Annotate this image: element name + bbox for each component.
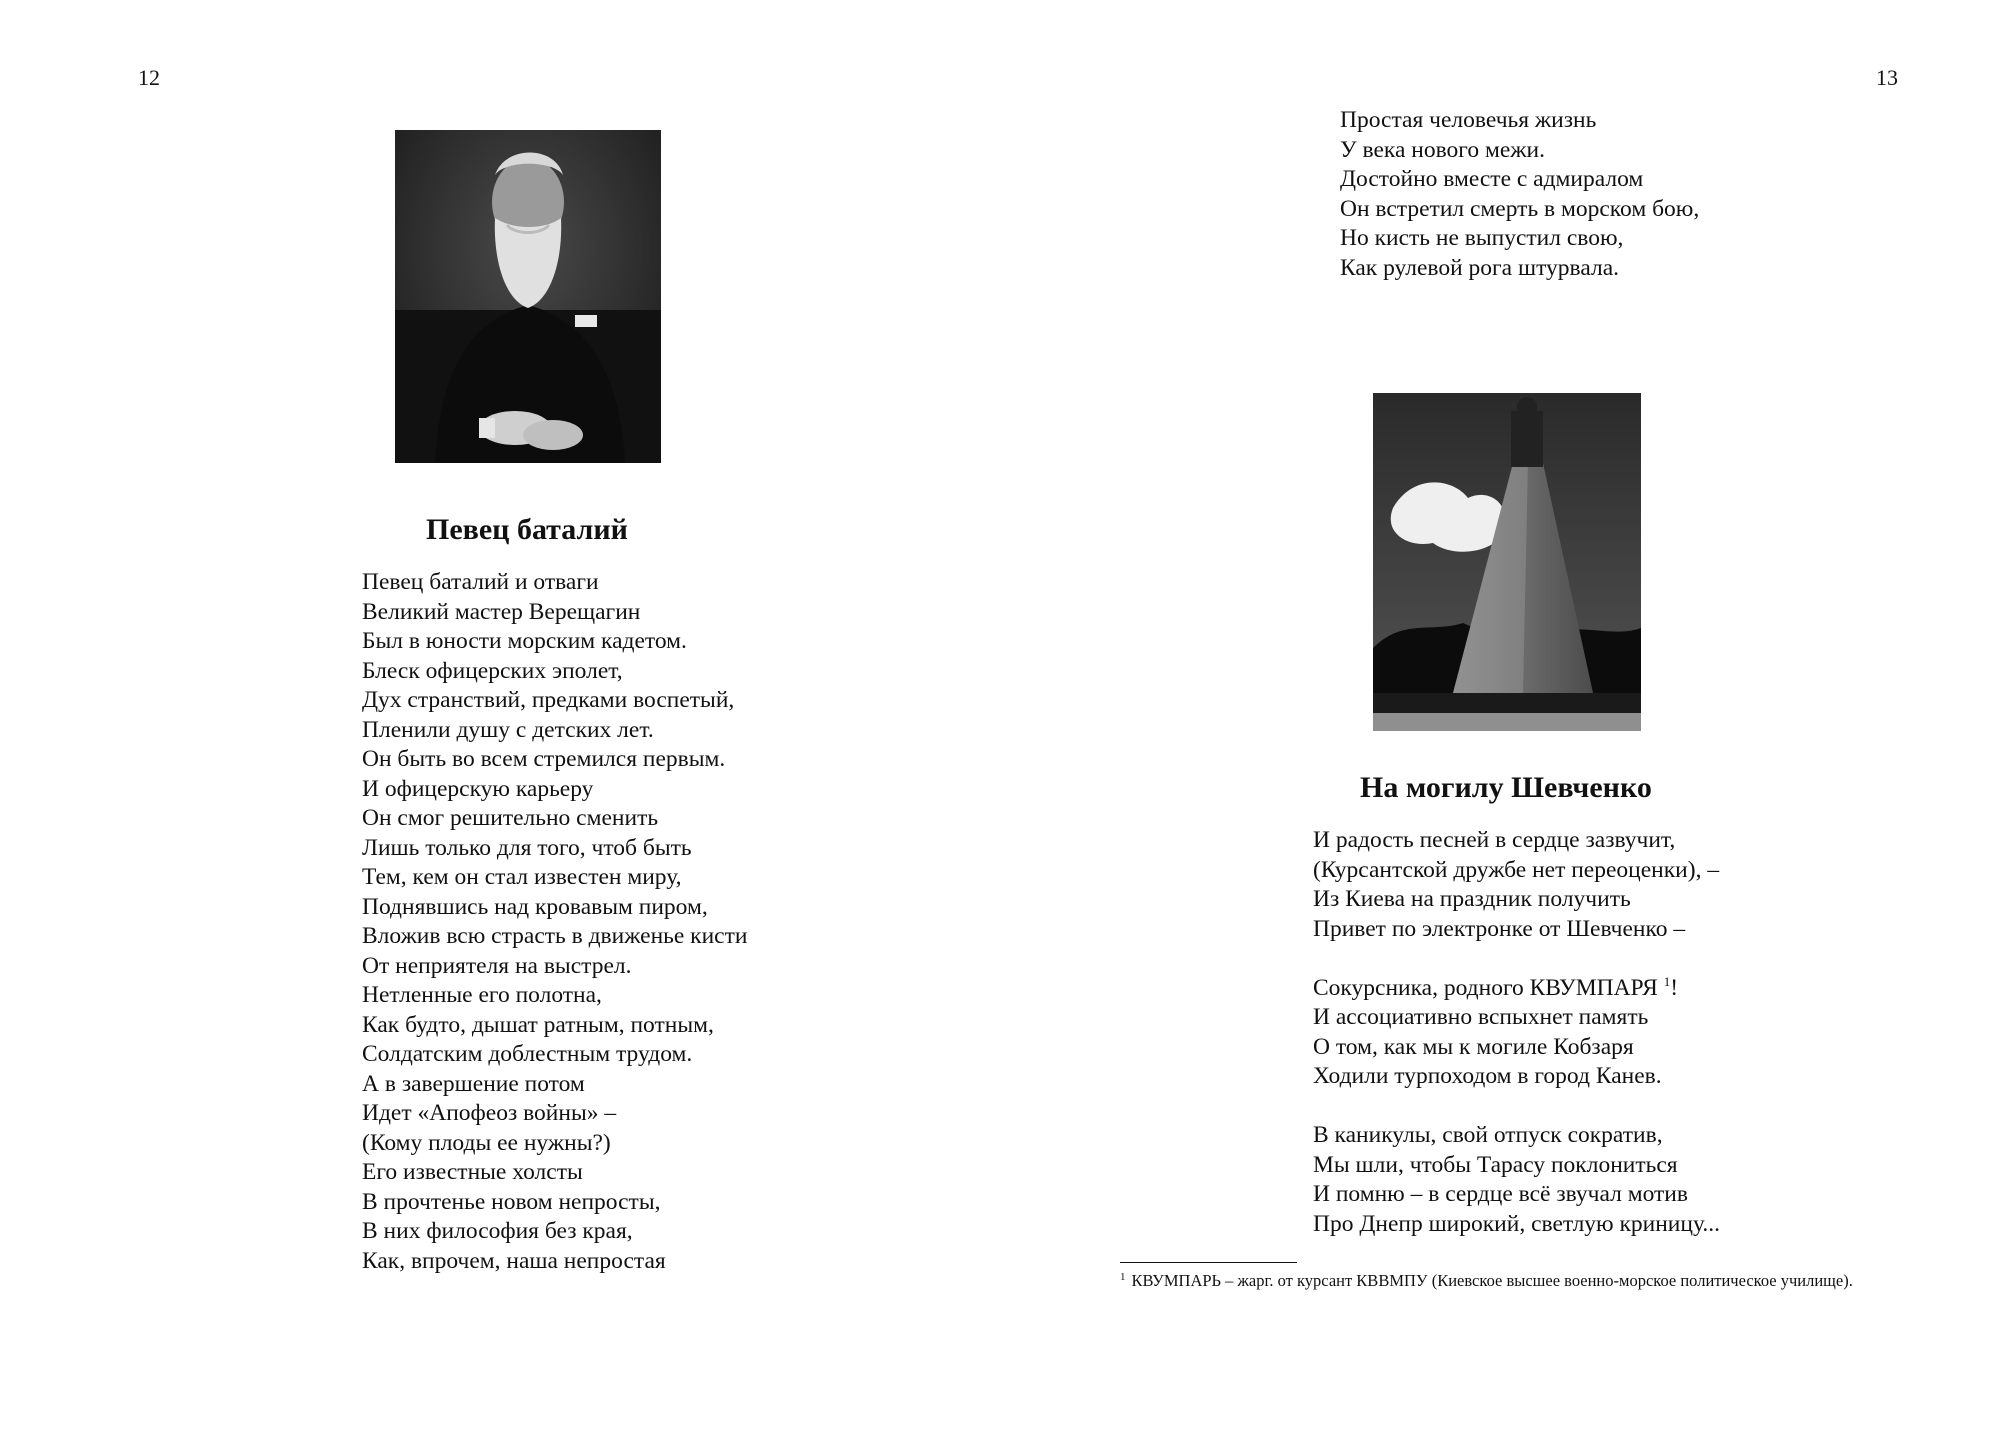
poem-body-singer xyxy=(362,568,747,1276)
verse-line: Тем, кем он стал известен миру, xyxy=(362,864,682,890)
portrait-photo-graphic xyxy=(395,130,661,463)
verse-line: (Курсантской дружбе нет переоценки), – xyxy=(1313,856,1720,883)
verse-line: Он смог решительно сменить xyxy=(362,805,659,831)
verse-line: Блеск офицерских эполет, xyxy=(362,657,623,684)
verse-line: Нетленные его полотна, xyxy=(362,982,602,1008)
stanza xyxy=(1313,1121,1720,1239)
verse-line: Великий мастер Верещагин xyxy=(362,598,641,625)
verse-line: Мы шли, чтобы Тарасу поклониться xyxy=(1313,1151,1678,1178)
verse-line: В них философия без края, xyxy=(362,1218,633,1244)
verse-line: Солдатским доблестным трудом. xyxy=(362,1041,693,1067)
verse-line: Привет по электронке от Шевченко – xyxy=(1313,915,1686,942)
verse-line: Из Киева на праздник получить xyxy=(1313,886,1631,912)
verse-line: Идет «Апофеоз войны» – xyxy=(362,1100,617,1126)
verse-line: Он быть во всем стремился первым. xyxy=(362,746,726,772)
verse-line: Его известные холсты xyxy=(362,1159,583,1185)
verse-line: Достойно вместе с адмиралом xyxy=(1340,166,1644,192)
poem-title-shevchenko: На могилу Шевченко xyxy=(1360,771,1652,804)
footnote-divider xyxy=(1120,1262,1297,1263)
footnote-reference[interactable]: 1 xyxy=(1663,973,1671,989)
verse-line: И офицерскую карьеру xyxy=(362,775,594,802)
verse-line: Поднявшись над кровавым пиром, xyxy=(362,893,708,920)
verse-line: Про Днепр широкий, светлую криницу... xyxy=(1313,1210,1720,1237)
verse-line: Как, впрочем, наша непростая xyxy=(362,1247,666,1274)
verse-line: И ассоциативно вспыхнет память xyxy=(1313,1004,1649,1030)
footnote-text: КВУМПАРЬ – жарг. от курсант КВВМПУ (Киевское высшее военно-морское политическое училище). xyxy=(1131,1271,1853,1290)
footnote xyxy=(1120,1268,1900,1294)
stanza xyxy=(1313,974,1720,1092)
footnote-mark: 1 xyxy=(1120,1270,1126,1283)
verse-line: От неприятеля на выстрел. xyxy=(362,952,632,979)
verse-line: Простая человечья жизнь xyxy=(1340,107,1597,133)
verse-line xyxy=(1313,974,1720,1004)
verse-line: Певец баталий и отваги xyxy=(362,569,599,595)
stanza xyxy=(1313,826,1720,944)
portrait-photo xyxy=(395,130,661,463)
monument-photo xyxy=(1373,393,1641,731)
verse-line: И помню – в сердце всё звучал мотив xyxy=(1313,1181,1688,1207)
verse-line: А в завершение потом xyxy=(362,1070,585,1097)
verse-line: Ходили турпоходом в город Канев. xyxy=(1313,1063,1662,1089)
poem-title-singer: Певец баталий xyxy=(426,513,628,546)
right-page xyxy=(1000,0,2000,1446)
verse-line: И радость песней в сердце зазвучит, xyxy=(1313,827,1676,853)
verse-line: Лишь только для того, чтоб быть xyxy=(362,834,692,861)
verse-line: Дух странствий, предками воспетый, xyxy=(362,687,735,713)
page-number-left: 12 xyxy=(138,65,160,90)
verse-line: Был в юности морским кадетом. xyxy=(362,628,687,654)
verse-line: В каникулы, свой отпуск сократив, xyxy=(1313,1122,1663,1148)
verse-line: В прочтенье новом непросты, xyxy=(362,1188,661,1215)
verse-line: О том, как мы к могиле Кобзаря xyxy=(1313,1033,1634,1060)
verse-line: Как будто, дышат ратным, потным, xyxy=(362,1011,714,1038)
poem-body-shevchenko xyxy=(1313,826,1720,1239)
poem-continuation xyxy=(1340,106,1699,283)
verse-punctuation: ! xyxy=(1670,974,1679,1001)
verse-line: Как рулевой рога штурвала. xyxy=(1340,254,1619,281)
monument-photo-graphic xyxy=(1373,393,1641,731)
verse-line: У века нового межи. xyxy=(1340,136,1545,163)
verse-line: Вложив всю страсть в движенье кисти xyxy=(362,923,748,949)
verse-line: (Кому плоды ее нужны?) xyxy=(362,1129,611,1156)
verse-line: Пленили душу с детских лет. xyxy=(362,716,654,743)
verse-line: Но кисть не выпустил свою, xyxy=(1340,225,1624,251)
page-number-right: 13 xyxy=(1876,65,1898,90)
verse-line: Он встретил смерть в морском бою, xyxy=(1340,195,1700,222)
verse-text: Сокурсника, родного КВУМПАРЯ xyxy=(1313,974,1658,1001)
